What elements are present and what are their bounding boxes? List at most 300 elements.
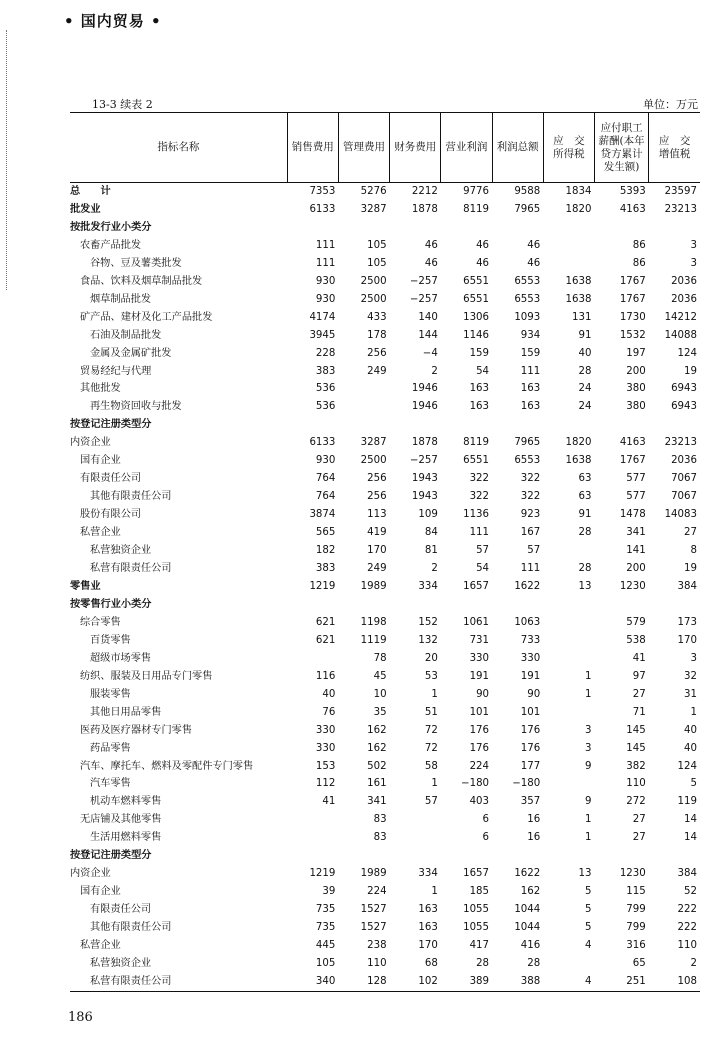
table-cell: 222 bbox=[677, 904, 697, 916]
table-cell: 8 bbox=[690, 545, 697, 557]
table-cell: 51 bbox=[424, 706, 438, 718]
table-cell: 24 bbox=[578, 383, 592, 395]
table-cell: 272 bbox=[626, 796, 646, 808]
table-cell bbox=[338, 219, 389, 237]
table-cell: 16 bbox=[527, 814, 541, 826]
table-row bbox=[70, 452, 700, 470]
table-cell: 46 bbox=[476, 257, 490, 269]
table-cell bbox=[441, 596, 492, 614]
table-caption: 13-3 续表 2 bbox=[92, 98, 153, 111]
table-cell bbox=[543, 847, 594, 865]
table-cell: 163 bbox=[520, 401, 541, 413]
table-cell: 191 bbox=[520, 670, 541, 682]
table-row bbox=[70, 219, 700, 237]
table-cell: 163 bbox=[469, 401, 490, 413]
table-cell: 163 bbox=[418, 922, 438, 934]
table-cell: 6553 bbox=[514, 455, 541, 467]
table-row bbox=[70, 883, 700, 901]
table-cell: 1478 bbox=[619, 509, 646, 521]
table-row bbox=[70, 722, 700, 740]
table-cell bbox=[649, 596, 700, 614]
table-cell: 1 bbox=[584, 832, 592, 844]
table-row bbox=[70, 937, 700, 955]
table-cell bbox=[543, 650, 594, 668]
table-cell bbox=[390, 596, 441, 614]
table-cell: 4163 bbox=[619, 203, 646, 215]
row-label: 私营有限责任公司 bbox=[90, 563, 172, 575]
table-cell: 111 bbox=[315, 239, 336, 251]
table-cell bbox=[543, 219, 594, 237]
table-cell: 111 bbox=[520, 365, 541, 377]
table-cell: 357 bbox=[520, 796, 541, 808]
statistics-table bbox=[70, 112, 700, 992]
table-cell: 52 bbox=[684, 886, 697, 898]
row-label: 按登记注册类型分 bbox=[70, 849, 152, 862]
table-row bbox=[70, 380, 700, 398]
table-cell: 83 bbox=[373, 814, 387, 826]
table-cell: 46 bbox=[476, 239, 490, 251]
table-cell: 41 bbox=[322, 796, 336, 808]
table-cell: 9 bbox=[584, 760, 592, 772]
table-row bbox=[70, 775, 700, 793]
table-cell: 1767 bbox=[619, 275, 646, 287]
row-label: 服装零售 bbox=[90, 688, 131, 700]
table-cell: 621 bbox=[315, 634, 336, 646]
table-cell bbox=[492, 416, 543, 434]
column-header-name: 指标名称 bbox=[70, 113, 287, 183]
table-cell bbox=[287, 829, 338, 847]
table-cell: 380 bbox=[626, 383, 646, 395]
table-cell: 170 bbox=[418, 940, 438, 952]
table-cell: 14083 bbox=[664, 509, 697, 521]
table-row bbox=[70, 901, 700, 919]
table-cell: 65 bbox=[632, 957, 646, 969]
table-row bbox=[70, 255, 700, 273]
table-row bbox=[70, 829, 700, 847]
table-cell: 3287 bbox=[360, 437, 387, 449]
table-cell bbox=[441, 219, 492, 237]
row-label: 零售业 bbox=[70, 579, 101, 592]
table-cell: 8119 bbox=[463, 437, 490, 449]
table-cell bbox=[287, 219, 338, 237]
table-row bbox=[70, 470, 700, 488]
table-cell bbox=[543, 614, 594, 632]
table-cell: 153 bbox=[315, 760, 336, 772]
table-cell: 28 bbox=[578, 365, 592, 377]
table-cell: 102 bbox=[390, 973, 441, 991]
table-cell: 128 bbox=[338, 973, 389, 991]
table-row bbox=[70, 327, 700, 345]
table-cell: 6943 bbox=[671, 401, 697, 413]
column-header-income-tax: 应 交 所得税 bbox=[543, 113, 594, 183]
table-cell: 178 bbox=[367, 329, 387, 341]
table-cell: 1 bbox=[431, 778, 438, 790]
table-cell: 78 bbox=[373, 652, 387, 664]
table-cell: 111 bbox=[469, 527, 490, 539]
table-cell: 111 bbox=[315, 257, 336, 269]
table-cell: 8119 bbox=[463, 203, 490, 215]
table-cell bbox=[287, 596, 338, 614]
table-cell: 159 bbox=[520, 347, 541, 359]
table-cell: 4163 bbox=[619, 437, 646, 449]
table-cell: 45 bbox=[373, 670, 387, 682]
table-cell: 330 bbox=[315, 742, 336, 754]
column-header-operating-profit: 营业利润 bbox=[441, 113, 492, 183]
table-cell: 384 bbox=[677, 868, 697, 880]
table-cell: 152 bbox=[418, 616, 438, 628]
row-label: 金属及金属矿批发 bbox=[90, 347, 172, 359]
table-cell: 40 bbox=[684, 742, 697, 754]
table-cell: 2 bbox=[431, 563, 438, 575]
table-row bbox=[70, 865, 700, 883]
table-cell: 90 bbox=[527, 688, 541, 700]
table-cell: 383 bbox=[315, 365, 336, 377]
table-cell: 170 bbox=[677, 634, 697, 646]
row-label: 其他有限责任公司 bbox=[90, 922, 172, 934]
table-cell bbox=[338, 380, 389, 398]
table-cell: 161 bbox=[367, 778, 387, 790]
table-cell: 177 bbox=[520, 760, 541, 772]
table-cell: 383 bbox=[315, 563, 336, 575]
table-cell: 86 bbox=[632, 257, 646, 269]
table-cell: 1820 bbox=[565, 203, 592, 215]
table-cell: 341 bbox=[626, 527, 646, 539]
table-cell bbox=[390, 847, 441, 865]
table-cell: 145 bbox=[626, 742, 646, 754]
table-cell: 14212 bbox=[664, 311, 697, 323]
table-cell: 330 bbox=[469, 652, 490, 664]
table-cell: 145 bbox=[626, 724, 646, 736]
table-row bbox=[70, 668, 700, 686]
table-cell: 565 bbox=[315, 527, 336, 539]
table-cell: 124 bbox=[677, 760, 697, 772]
table-cell: 7353 bbox=[309, 186, 336, 197]
table-cell: 419 bbox=[367, 527, 387, 539]
table-cell: 111 bbox=[520, 563, 541, 575]
row-label: 石油及制品批发 bbox=[90, 329, 162, 341]
row-label: 私营企业 bbox=[80, 940, 121, 952]
table-cell: 105 bbox=[367, 239, 387, 251]
table-cell bbox=[492, 596, 543, 614]
table-cell: 14 bbox=[684, 814, 697, 826]
row-label: 食品、饮料及烟草制品批发 bbox=[80, 275, 203, 287]
table-cell: 5 bbox=[584, 922, 592, 934]
table-cell: 40 bbox=[684, 724, 697, 736]
table-cell: 222 bbox=[677, 922, 697, 934]
table-cell: 119 bbox=[677, 796, 697, 808]
table-cell bbox=[338, 596, 389, 614]
table-cell: 1 bbox=[584, 688, 592, 700]
table-cell: 316 bbox=[626, 940, 646, 952]
row-label: 贸易经纪与代理 bbox=[80, 365, 152, 377]
table-cell: 799 bbox=[626, 922, 646, 934]
table-cell: 10 bbox=[373, 688, 387, 700]
table-cell bbox=[390, 219, 441, 237]
table-cell: 101 bbox=[469, 706, 490, 718]
table-cell: 76 bbox=[322, 706, 336, 718]
table-cell: 1 bbox=[431, 688, 438, 700]
column-header-admin-expense: 管理费用 bbox=[338, 113, 389, 183]
table-cell bbox=[338, 416, 389, 434]
table-cell: 19 bbox=[684, 365, 697, 377]
table-cell: 1093 bbox=[514, 311, 541, 323]
table-row bbox=[70, 183, 700, 201]
row-label: 超级市场零售 bbox=[90, 652, 152, 664]
table-cell: 83 bbox=[373, 832, 387, 844]
table-cell: 1119 bbox=[360, 634, 387, 646]
row-label: 总 计 bbox=[70, 185, 111, 197]
table-cell: 176 bbox=[520, 724, 541, 736]
table-cell: 1061 bbox=[463, 616, 490, 628]
row-label: 国有企业 bbox=[80, 886, 121, 898]
page-number: 186 bbox=[68, 1010, 93, 1025]
table-cell: −180 bbox=[512, 778, 541, 790]
table-cell: 14 bbox=[684, 832, 697, 844]
table-cell: 238 bbox=[367, 940, 387, 952]
table-cell: 23213 bbox=[664, 437, 697, 449]
table-cell bbox=[543, 255, 594, 273]
table-cell: 1230 bbox=[619, 580, 646, 592]
row-label: 有限责任公司 bbox=[80, 473, 142, 485]
table-cell bbox=[287, 650, 338, 668]
table-cell: 1527 bbox=[360, 904, 387, 916]
table-row bbox=[70, 201, 700, 219]
row-label: 医药及医疗器材专门零售 bbox=[80, 724, 193, 736]
row-label: 其他日用品零售 bbox=[90, 706, 162, 718]
table-cell: 384 bbox=[677, 580, 697, 592]
table-cell: 322 bbox=[520, 491, 541, 503]
table-cell bbox=[543, 632, 594, 650]
table-cell: 3 bbox=[690, 257, 697, 269]
table-cell: 6551 bbox=[463, 455, 490, 467]
table-cell: 6 bbox=[482, 832, 490, 844]
table-cell: 322 bbox=[469, 491, 490, 503]
table-cell: 23213 bbox=[664, 203, 697, 215]
table-cell: 1943 bbox=[411, 491, 438, 503]
table-cell: 1878 bbox=[411, 437, 438, 449]
table-cell: 502 bbox=[367, 760, 387, 772]
table-cell: 176 bbox=[520, 742, 541, 754]
table-cell: 1820 bbox=[565, 437, 592, 449]
table-cell: 1532 bbox=[619, 329, 646, 341]
table-cell: 3945 bbox=[309, 329, 336, 341]
table-cell: 735 bbox=[315, 904, 336, 916]
table-cell: 90 bbox=[476, 688, 490, 700]
table-cell: −257 bbox=[409, 293, 438, 305]
row-label: 内资企业 bbox=[70, 868, 111, 880]
column-header-vat: 应 交 增值税 bbox=[649, 113, 700, 183]
table-cell: 3 bbox=[584, 742, 592, 754]
table-cell bbox=[649, 416, 700, 434]
table-cell: 7965 bbox=[514, 437, 541, 449]
table-cell: 1638 bbox=[565, 275, 592, 287]
table-cell: 322 bbox=[520, 473, 541, 485]
table-cell: 382 bbox=[626, 760, 646, 772]
table-cell: −257 bbox=[409, 455, 438, 467]
table-cell: 224 bbox=[367, 886, 387, 898]
table-cell: 621 bbox=[315, 616, 336, 628]
table-row bbox=[70, 237, 700, 255]
table-cell: 141 bbox=[626, 545, 646, 557]
table-row bbox=[70, 398, 700, 416]
table-cell: 72 bbox=[424, 742, 438, 754]
page-header: • 国内贸易 • bbox=[64, 12, 162, 30]
table-cell: 13 bbox=[578, 868, 592, 880]
table-cell: 176 bbox=[469, 724, 490, 736]
table-cell: 433 bbox=[367, 311, 387, 323]
table-cell bbox=[492, 847, 543, 865]
table-cell: 341 bbox=[367, 796, 387, 808]
table-cell: 930 bbox=[315, 455, 336, 467]
table-row bbox=[70, 291, 700, 309]
table-row bbox=[70, 524, 700, 542]
row-label: 私营有限责任公司 bbox=[70, 973, 287, 991]
table-body bbox=[70, 183, 700, 992]
table-cell: 41 bbox=[632, 652, 646, 664]
table-cell: 27 bbox=[684, 527, 697, 539]
table-cell: 389 bbox=[441, 973, 492, 991]
table-cell: 1622 bbox=[514, 580, 541, 592]
table-cell: 6553 bbox=[514, 293, 541, 305]
column-header-payroll: 应付职工 薪酬(本年 贷方累计 发生额) bbox=[594, 113, 648, 183]
table-cell: 105 bbox=[315, 957, 336, 969]
table-cell: 1638 bbox=[565, 455, 592, 467]
table-cell: 577 bbox=[626, 473, 646, 485]
table-cell: 577 bbox=[626, 491, 646, 503]
table-cell: 2500 bbox=[360, 293, 387, 305]
table-cell: 334 bbox=[418, 580, 438, 592]
table-cell: 5276 bbox=[360, 186, 387, 197]
table-cell: 579 bbox=[626, 616, 646, 628]
table-cell bbox=[594, 219, 648, 237]
table-cell: 162 bbox=[367, 742, 387, 754]
table-cell: 57 bbox=[424, 796, 438, 808]
table-cell: 5 bbox=[584, 886, 592, 898]
table-cell: 380 bbox=[626, 401, 646, 413]
table-cell: 63 bbox=[578, 473, 592, 485]
table-cell: 1219 bbox=[309, 868, 336, 880]
row-label: 汽车零售 bbox=[90, 778, 131, 790]
table-cell: 9588 bbox=[514, 186, 541, 197]
table-header-row bbox=[70, 113, 700, 183]
table-row bbox=[70, 811, 700, 829]
table-cell: 72 bbox=[424, 724, 438, 736]
table-row bbox=[70, 596, 700, 614]
table-row bbox=[70, 363, 700, 381]
table-cell bbox=[287, 416, 338, 434]
table-row bbox=[70, 434, 700, 452]
row-label: 有限责任公司 bbox=[90, 904, 152, 916]
table-cell bbox=[594, 596, 648, 614]
table-cell: 2 bbox=[690, 957, 697, 969]
table-cell: 58 bbox=[424, 760, 438, 772]
table-cell: 110 bbox=[367, 957, 387, 969]
row-label: 综合零售 bbox=[80, 616, 121, 628]
table-cell bbox=[543, 416, 594, 434]
table-cell: 731 bbox=[469, 634, 490, 646]
row-label: 其他有限责任公司 bbox=[90, 491, 172, 503]
table-cell: 7965 bbox=[514, 203, 541, 215]
table-cell: 322 bbox=[469, 473, 490, 485]
table-cell: 1989 bbox=[360, 868, 387, 880]
table-cell: 330 bbox=[315, 724, 336, 736]
table-cell: 173 bbox=[677, 616, 697, 628]
table-cell: 7067 bbox=[671, 491, 697, 503]
table-cell bbox=[287, 811, 338, 829]
table-cell: 27 bbox=[632, 688, 646, 700]
table-cell: 191 bbox=[469, 670, 490, 682]
table-cell: 2500 bbox=[360, 455, 387, 467]
table-cell: 71 bbox=[632, 706, 646, 718]
row-label: 按登记注册类型分 bbox=[70, 418, 152, 431]
row-label: 农畜产品批发 bbox=[80, 239, 142, 251]
table-cell: 6133 bbox=[309, 203, 336, 215]
table-cell bbox=[390, 811, 441, 829]
table-cell: 1219 bbox=[309, 580, 336, 592]
table-row bbox=[70, 793, 700, 811]
table-row bbox=[70, 847, 700, 865]
table-cell: 197 bbox=[626, 347, 646, 359]
table-cell: 251 bbox=[594, 973, 648, 991]
table-cell: 28 bbox=[527, 957, 541, 969]
table-cell: 28 bbox=[476, 957, 490, 969]
table-cell: 1943 bbox=[411, 473, 438, 485]
table-cell: 1638 bbox=[565, 293, 592, 305]
table-cell bbox=[543, 955, 594, 973]
table-cell: 23597 bbox=[664, 186, 697, 197]
table-cell bbox=[594, 416, 648, 434]
binding-margin-line bbox=[6, 30, 8, 290]
table-cell: −4 bbox=[422, 347, 438, 359]
table-cell: 388 bbox=[492, 973, 543, 991]
table-cell: 140 bbox=[418, 311, 438, 323]
table-cell: 32 bbox=[684, 670, 697, 682]
row-label: 纺织、服装及日用品专门零售 bbox=[80, 670, 213, 682]
table-cell: 57 bbox=[527, 545, 541, 557]
table-cell: 1306 bbox=[463, 311, 490, 323]
table-cell: 46 bbox=[527, 239, 541, 251]
row-label: 批发业 bbox=[70, 202, 101, 215]
row-label: 再生物资回收与批发 bbox=[90, 401, 182, 413]
table-row bbox=[70, 614, 700, 632]
table-cell: 1 bbox=[690, 706, 697, 718]
table-cell bbox=[441, 416, 492, 434]
table-cell: 28 bbox=[578, 527, 592, 539]
table-cell: 4 bbox=[584, 940, 592, 952]
table-cell: 68 bbox=[424, 957, 438, 969]
row-label: 无店铺及其他零售 bbox=[80, 814, 162, 826]
table-cell: 930 bbox=[315, 293, 336, 305]
table-cell: 163 bbox=[469, 383, 490, 395]
row-label: 矿产品、建材及化工产品批发 bbox=[80, 311, 213, 323]
table-cell: 256 bbox=[367, 473, 387, 485]
table-row bbox=[70, 740, 700, 758]
table-cell bbox=[390, 416, 441, 434]
row-label: 私营独资企业 bbox=[90, 957, 152, 969]
table-cell: 733 bbox=[520, 634, 541, 646]
table-cell: 4174 bbox=[309, 311, 336, 323]
table-cell: 2036 bbox=[671, 455, 697, 467]
table-cell: 1767 bbox=[619, 455, 646, 467]
table-cell: 57 bbox=[476, 545, 490, 557]
row-label: 谷物、豆及薯类批发 bbox=[90, 257, 182, 269]
row-label: 药品零售 bbox=[90, 742, 131, 754]
row-label: 按批发行业小类分 bbox=[70, 220, 152, 233]
table-cell: 6 bbox=[482, 814, 490, 826]
table-cell bbox=[649, 847, 700, 865]
column-header-total-profit: 利润总额 bbox=[492, 113, 543, 183]
table-cell: 1834 bbox=[565, 186, 592, 197]
